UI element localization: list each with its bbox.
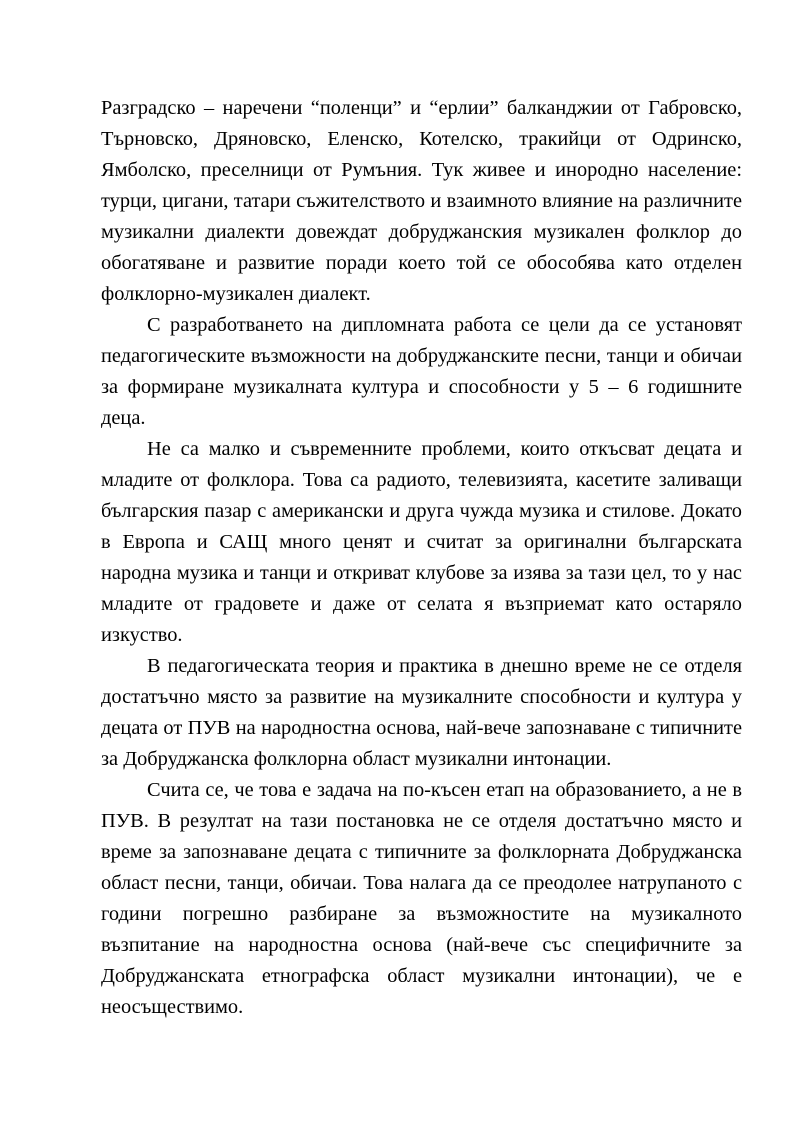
paragraph-4: В педагогическата теория и практика в днешно време не се отделя достатъчно място за развитие на музикалните способности и култура у децата от ПУВ на народностна основа, най-вече запознаване с типичните за Добруджанска фолклорна област музикални интонации. xyxy=(101,655,742,770)
paragraph-1: Разградско – наречени “поленци” и “ерлии” балканджии от Габровско, Търновско, Дряновско, Еленско, Котелско, тракийци от Одринско, Ямболско, преселници от Румъния. Тук живее и инородно население: турци, цигани, татари съжителството и взаимното влияние на различните музикални диалекти довеждат добруджанския музикален фолклор до обогатяване и развитие поради което той се обособява като отделен фолклорно-музикален диалект. xyxy=(101,97,742,305)
paragraph-3: Не са малко и съвременните проблеми, които откъсват децата и младите от фолклора. Това са радиото, телевизията, касетите заливащи българския пазар с американски и друга чужда музика и стилове. Докато в Европа и САЩ много ценят и считат за оригинални българската народна музика и танци и откриват клубове за изява за тази цел, то у нас младите от градовете и даже от селата я възприемат като остаряло изкуство. xyxy=(101,438,742,646)
paragraph-5: Счита се, че това е задача на по-късен етап на образованието, а не в ПУВ. В резултат на тази постановка не се отделя достатъчно място и време за запознаване децата с типичните за фолклорната Добруджанска област песни, танци, обичаи. Това налага да се преодолее натрупаното с години погрешно разбиране за възможностите на музикалното възпитание на народностна основа (най-вече със специфичните за Добруджанската етнографска област музикални интонации), че е неосъществимо. xyxy=(101,779,742,1018)
paragraph-2: С разработването на дипломната работа се цели да се установят педагогическите възможности на добруджанските песни, танци и обичаи за формиране музикалната култура и способности у 5 – 6 годишните деца. xyxy=(101,314,742,429)
body-text xyxy=(101,93,742,1023)
